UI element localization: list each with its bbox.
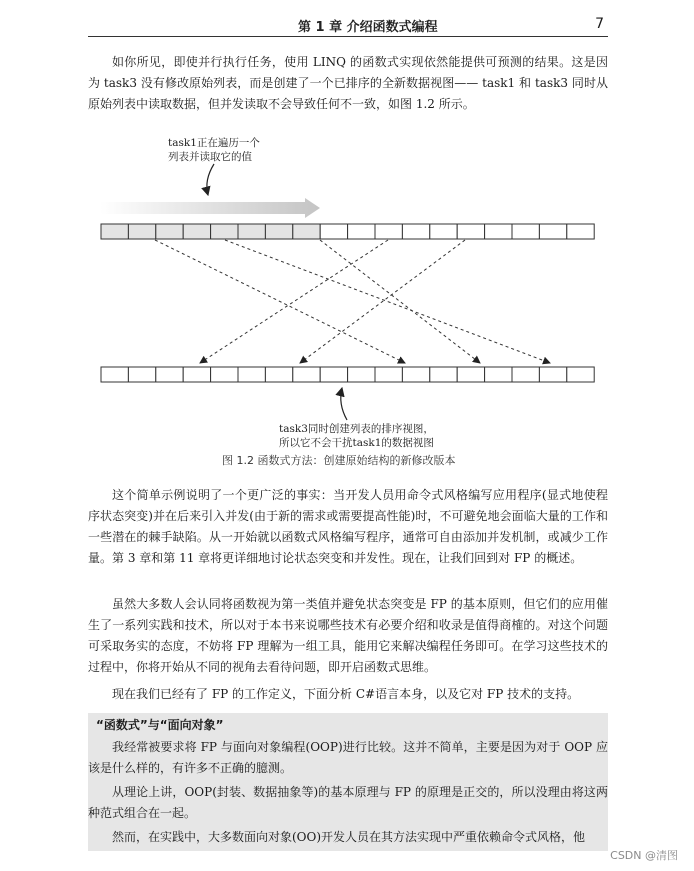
array-cell xyxy=(238,224,265,239)
array-cell xyxy=(101,367,128,382)
array-cell xyxy=(293,367,320,382)
task3-label: task3同时创建列表的排序视图， 所以它不会干扰task1的数据视图 xyxy=(279,423,434,449)
task3-pointer xyxy=(341,388,347,420)
task1-pointer xyxy=(207,164,214,195)
array-cell xyxy=(375,367,402,382)
figure-caption: 图 1.2 函数式方法：创建原始结构的新修改版本 xyxy=(222,454,456,467)
array-cell xyxy=(348,224,375,239)
array-cell xyxy=(348,367,375,382)
task1-label: task1正在遍历一个 列表并读取它的值 xyxy=(168,137,260,163)
sidebar-title: “函数式”与“面向对象” xyxy=(96,718,224,732)
page-number: 7 xyxy=(595,16,604,32)
array-cell xyxy=(539,367,566,382)
array-cell xyxy=(457,224,484,239)
array-cell xyxy=(128,367,155,382)
array-cell xyxy=(512,367,539,382)
array-cell xyxy=(183,224,210,239)
array-cell xyxy=(485,224,512,239)
array-cell xyxy=(320,224,347,239)
array-cell xyxy=(211,367,238,382)
array-cell xyxy=(457,367,484,382)
array-cell xyxy=(265,367,292,382)
array-cell xyxy=(375,224,402,239)
paragraph-3: 虽然大多数人会认同将函数视为第一类值并避免状态突变是 FP 的基本原则，但它们的应用催生了一系列实践和技术，所以对于本书来说哪些技术有必要介绍和收录是值得商榷的。对这个问题可采取务实的态度，不妨将 FP 理解为一组工具，能用它来解决编程任务即可。在学习这些技术的过程中，你将开始从不同的视角去看待问题，即开启函数式思维。 xyxy=(88,597,608,674)
array-cell xyxy=(238,367,265,382)
array-cell xyxy=(567,367,594,382)
array-cell xyxy=(265,224,292,239)
array-cell xyxy=(430,367,457,382)
sorted-view xyxy=(101,367,594,382)
chapter-title: 第 1 章 介绍函数式编程 xyxy=(298,20,438,35)
array-cell xyxy=(211,224,238,239)
array-cell xyxy=(539,224,566,239)
array-cell xyxy=(320,367,347,382)
traversal-arrow xyxy=(100,198,320,218)
watermark: CSDN @清图 xyxy=(610,849,678,862)
array-cell xyxy=(128,224,155,239)
paragraph-1: 如你所见，即使并行执行任务，使用 LINQ 的函数式实现依然能提供可预测的结果。这是因为 task3 没有修改原始列表，而是创建了一个已排序的全新数据视图—— task1 和 task3 同时从原始列表中读取数据，但并发读取不会导致任何不一致，如图 1.2 所示。 xyxy=(88,55,608,111)
array-cell xyxy=(430,224,457,239)
mapping-lines xyxy=(155,240,550,363)
array-cell xyxy=(512,224,539,239)
array-cell xyxy=(156,224,183,239)
array-cell xyxy=(402,224,429,239)
array-cell xyxy=(567,224,594,239)
sidebar-paragraph-1: 我经常被要求将 FP 与面向对象编程(OOP)进行比较。这并不简单，主要是因为对于 OOP 应该是什么样的，有许多不正确的臆测。 xyxy=(88,740,608,775)
array-cell xyxy=(485,367,512,382)
array-cell xyxy=(402,367,429,382)
array-cell xyxy=(183,367,210,382)
array-cell xyxy=(156,367,183,382)
original-list xyxy=(101,224,594,239)
paragraph-2: 这个简单示例说明了一个更广泛的事实：当开发人员用命令式风格编写应用程序(显式地使程序状态突变)并在后来引入并发(由于新的需求或需要提高性能)时，不可避免地会面临大量的工作和一些潜在的棘手缺陷。从一开始就以函数式风格编写程序，通常可自由添加并发机制，或减少工作量。第 3 章和第 11 章将更详细地讨论状态突变和并发性。现在，让我们回到对 FP 的概述。 xyxy=(88,488,608,565)
paragraph-4: 现在我们已经有了 FP 的工作定义，下面分析 C#语言本身，以及它对 FP 技术的支持。 xyxy=(112,687,580,701)
array-cell xyxy=(293,224,320,239)
sidebar-paragraph-3: 然而，在实践中，大多数面向对象(OO)开发人员在其方法实现中严重依赖命令式风格，他 xyxy=(112,830,586,844)
sidebar-paragraph-2: 从理论上讲，OOP(封装、数据抽象等)的基本原理与 FP 的原理是正交的，所以没理由将这两种范式组合在一起。 xyxy=(88,785,608,820)
array-cell xyxy=(101,224,128,239)
